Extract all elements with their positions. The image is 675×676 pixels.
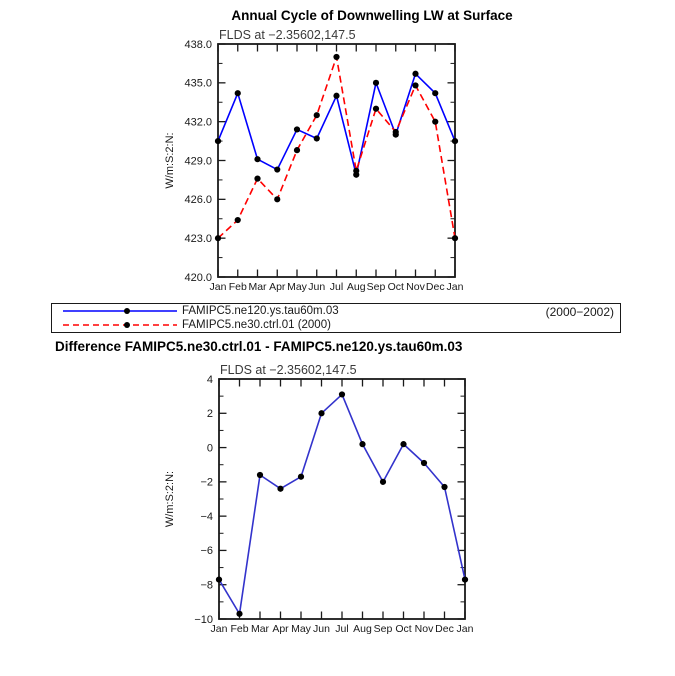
data-point-marker [318, 410, 324, 416]
data-point-marker [333, 54, 339, 60]
data-point-marker [277, 486, 283, 492]
x-tick-label: Jan [456, 623, 474, 635]
data-point-marker [400, 441, 406, 447]
x-tick-label: Nov [406, 281, 425, 293]
x-tick-label: Aug [346, 281, 366, 293]
bottom-chart-title: Difference FAMIPC5.ne30.ctrl.01 - FAMIPC5.ne120.ys.tau60m.03 [55, 339, 463, 354]
data-point-marker [274, 166, 280, 172]
x-tick-label: Jul [335, 623, 349, 635]
x-tick-label: Dec [435, 623, 454, 635]
y-tick-label: 435.0 [184, 77, 212, 90]
y-tick-label: 423.0 [184, 232, 212, 245]
data-point-marker [254, 176, 260, 182]
y-tick-label: 4 [206, 373, 213, 386]
x-tick-label: Jul [329, 281, 344, 293]
data-point-marker [314, 135, 320, 141]
y-tick-label: −6 [200, 545, 213, 558]
x-tick-label: Jun [308, 281, 326, 293]
data-point-marker [257, 472, 263, 478]
x-tick-label: Feb [230, 623, 249, 635]
data-point-marker [254, 156, 260, 162]
y-tick-label: 438.0 [184, 38, 212, 51]
y-tick-label: 2 [206, 408, 213, 421]
data-point-marker [216, 576, 222, 582]
x-tick-label: May [287, 281, 307, 293]
y-axis-title: W/m:S:2:N: [164, 132, 176, 189]
data-point-marker [441, 484, 447, 490]
data-point-marker [373, 106, 379, 112]
data-point-marker [432, 119, 438, 125]
plot-subtitle: FLDS at −2.35602,147.5 [220, 363, 357, 377]
y-tick-label: −10 [194, 613, 213, 626]
data-point-marker [274, 196, 280, 202]
data-point-marker [353, 168, 359, 174]
data-point-marker [412, 82, 418, 88]
x-tick-label: May [291, 623, 311, 635]
top-chart-plot [164, 28, 464, 293]
x-tick-label: Apr [272, 623, 289, 635]
y-tick-label: 420.0 [184, 271, 212, 284]
data-point-marker [452, 235, 458, 241]
x-tick-label: Feb [228, 281, 247, 293]
legend-label-series1: FAMIPC5.ne120.ys.tau60m.03 [182, 305, 339, 317]
x-tick-label: Oct [387, 281, 404, 293]
data-point-marker [452, 138, 458, 144]
y-tick-label: −8 [200, 579, 213, 592]
legend-entry-series2 [52, 318, 620, 332]
x-tick-label: Sep [373, 623, 393, 635]
data-point-marker [294, 126, 300, 132]
x-tick-label: Nov [414, 623, 434, 635]
x-tick-label: Jan [210, 623, 228, 635]
y-tick-label: 432.0 [184, 116, 212, 129]
data-point-marker [236, 611, 242, 617]
x-tick-label: Mar [250, 623, 270, 635]
plot-frame [218, 44, 455, 277]
data-point-marker [294, 147, 300, 153]
x-tick-label: Aug [353, 623, 372, 635]
data-point-marker [380, 479, 386, 485]
y-tick-label: 0 [206, 442, 213, 455]
data-point-marker [373, 80, 379, 86]
y-axis-title: W/m:S:2:N: [164, 470, 176, 528]
data-point-marker [339, 391, 345, 397]
data-point-marker [432, 90, 438, 96]
legend-entry-series1 [52, 304, 620, 318]
x-tick-label: Dec [425, 281, 445, 293]
top-chart-title: Annual Cycle of Downwelling LW at Surface [231, 8, 513, 23]
legend-label-series2: FAMIPC5.ne30.ctrl.01 (2000) [182, 319, 331, 331]
y-tick-label: 426.0 [184, 194, 212, 207]
legend-line-sample-dashed [61, 320, 179, 330]
data-point-marker [215, 138, 221, 144]
data-point-marker [235, 217, 241, 223]
y-tick-label: −4 [200, 510, 213, 523]
x-tick-label: Jan [446, 281, 464, 293]
data-point-marker [421, 460, 427, 466]
y-tick-label: 429.0 [184, 155, 212, 168]
data-point-marker [462, 576, 468, 582]
data-point-marker [359, 441, 365, 447]
y-tick-label: −2 [200, 476, 213, 489]
data-point-marker [215, 235, 221, 241]
x-tick-label: Apr [269, 281, 286, 293]
legend-line-sample-solid [61, 306, 179, 316]
x-tick-label: Mar [248, 281, 267, 293]
x-tick-label: Oct [395, 623, 412, 635]
series-line [218, 74, 455, 175]
x-tick-label: Sep [366, 281, 386, 293]
data-point-marker [412, 71, 418, 77]
data-point-marker [333, 93, 339, 99]
x-tick-label: Jun [313, 623, 330, 635]
data-point-marker [314, 112, 320, 118]
data-point-marker [298, 474, 304, 480]
legend-note: (2000−2002) [545, 305, 614, 319]
legend-box [51, 303, 621, 333]
x-tick-label: Jan [209, 281, 227, 293]
series-line [219, 394, 465, 613]
bottom-chart-plot [164, 363, 474, 635]
plot-subtitle: FLDS at −2.35602,147.5 [219, 28, 356, 42]
data-point-marker [235, 90, 241, 96]
data-point-marker [393, 129, 399, 135]
